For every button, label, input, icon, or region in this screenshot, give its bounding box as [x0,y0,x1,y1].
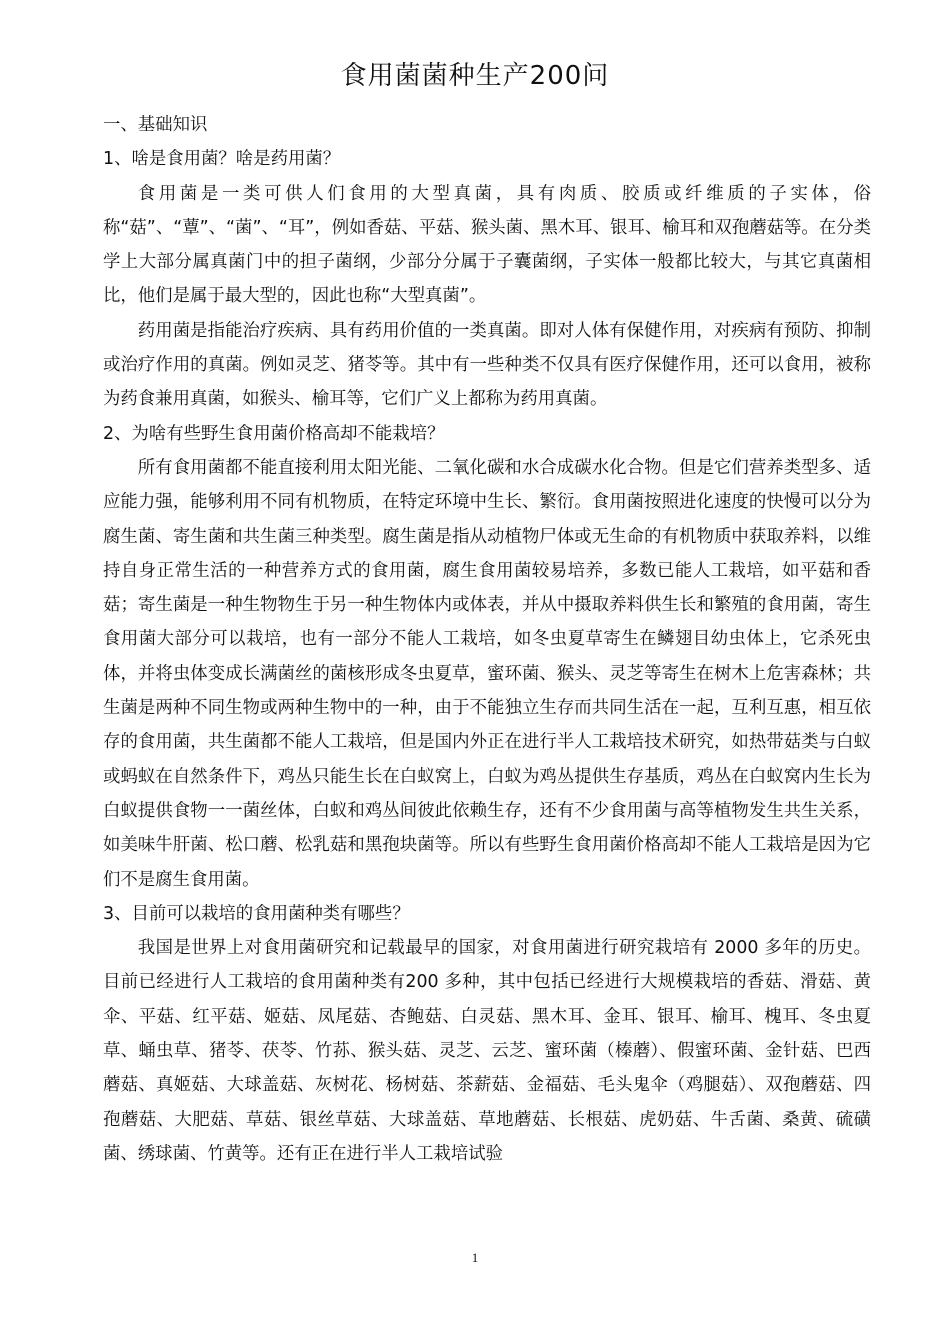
q2-paragraph-1: 所有食用菌都不能直接利用太阳光能、二氧化碳和水合成碳水化合物。但是它们营养类型多、适应能力强，能够利用不同有机物质，在特定环境中生长、繁衍。食用菌按照进化速度的快慢可以分为腐生菌、寄生菌和共生菌三种类型。腐生菌是指从动植物尸体或无生命的有机物质中获取养料，以维持自身正常生活的一种营养方式的食用菌，腐生食用菌较易培养，多数已能人工栽培，如平菇和香菇；寄生菌是一种生物物生于另一种生物体内或体表，并从中摄取养料供生长和繁殖的食用菌，寄生食用菌大部分可以栽培，也有一部分不能人工栽培，如冬虫夏草寄生在鳞翅目幼虫体上，它杀死虫体，并将虫体变成长满菌丝的菌核形成冬虫夏草，蜜环菌、猴头、灵芝等寄生在树木上危害森林；共生菌是两种不同生物或两种生物中的一种，由于不能独立生存而共同生活在一起，互利互惠，相互依存的食用菌，共生菌都不能人工栽培，但是国内外正在进行半人工栽培技术研究，如热带菇类与白蚁或蚂蚁在自然条件下，鸡丛只能生长在白蚁窝上，白蚁为鸡丛提供生存基质，鸡丛在白蚁窝内生长为白蚁提供食物一一菌丝体，白蚁和鸡丛间彼此依赖生存，还有不少食用菌与高等植物发生共生关系，如美味牛肝菌、松口蘑、松乳菇和黑孢块菌等。所以有些野生食用菌价格高却不能人工栽培是因为它们不是腐生食用菌。 [103,457,871,890]
q3-paragraph-1: 我国是世界上对食用菌研究和记载最早的国家，对食用菌进行研究栽培有 2000 多年的历史。目前已经进行人工栽培的食用菌种类有200 多种，其中包括已经进行大规模栽培的香菇、滑菇、黄伞、平菇、红平菇、姬菇、凤尾菇、杏鲍菇、白灵菇、黑木耳、金耳、银耳、榆耳、槐耳、冬虫夏草、蛹虫草、猪苓、茯苓、竹荪、猴头菇、灵芝、云芝、蜜环菌（榛蘑）、假蜜环菌、金针菇、巴西蘑菇、真姬菇、大球盖菇、灰树花、杨树菇、茶薪菇、金福菇、毛头鬼伞（鸡腿菇）、双孢蘑菇、四孢蘑菇、大肥菇、草菇、银丝草菇、大球盖菇、草地蘑菇、长根菇、虎奶菇、牛舌菌、桑黄、硫磺菌、绣球菌、竹黄等。还有正在进行半人工栽培试验 [103,938,871,1164]
page-number: 1 [471,1250,479,1265]
q1-paragraph-1: 食用菌是一类可供人们食用的大型真菌，具有肉质、胶质或纤维质的子实体，俗称“菇”、“蕈”、“菌”、“耳”，例如香菇、平菇、猴头菌、黑木耳、银耳、榆耳和双孢蘑菇等。在分类学上大部分属真菌门中的担子菌纲，少部分分属于子囊菌纲，子实体一般都比较大，与其它真菌相比，他们是属于最大型的，因此也称“大型真菌”。 [103,183,871,307]
question-1: 1、啥是食用菌？啥是药用菌？ [103,149,341,170]
document-body [103,108,871,1171]
q1-paragraph-2: 药用菌是指能治疗疾病、具有药用价值的一类真菌。即对人体有保健作用，对疾病有预防、抑制或治疗作用的真菌。例如灵芝、猪苓等。其中有一些种类不仅具有医疗保健作用，还可以食用，被称为药食兼用真菌，如猴头、榆耳等，它们广义上都称为药用真菌。 [103,320,871,410]
question-3: 3、目前可以栽培的食用菌种类有哪些？ [103,903,410,924]
question-2: 2、为啥有些野生食用菌价格高却不能栽培？ [103,423,445,444]
section-heading: 一、基础知识 [103,115,208,135]
document-title: 食用菌菌种生产200问 [340,61,610,91]
